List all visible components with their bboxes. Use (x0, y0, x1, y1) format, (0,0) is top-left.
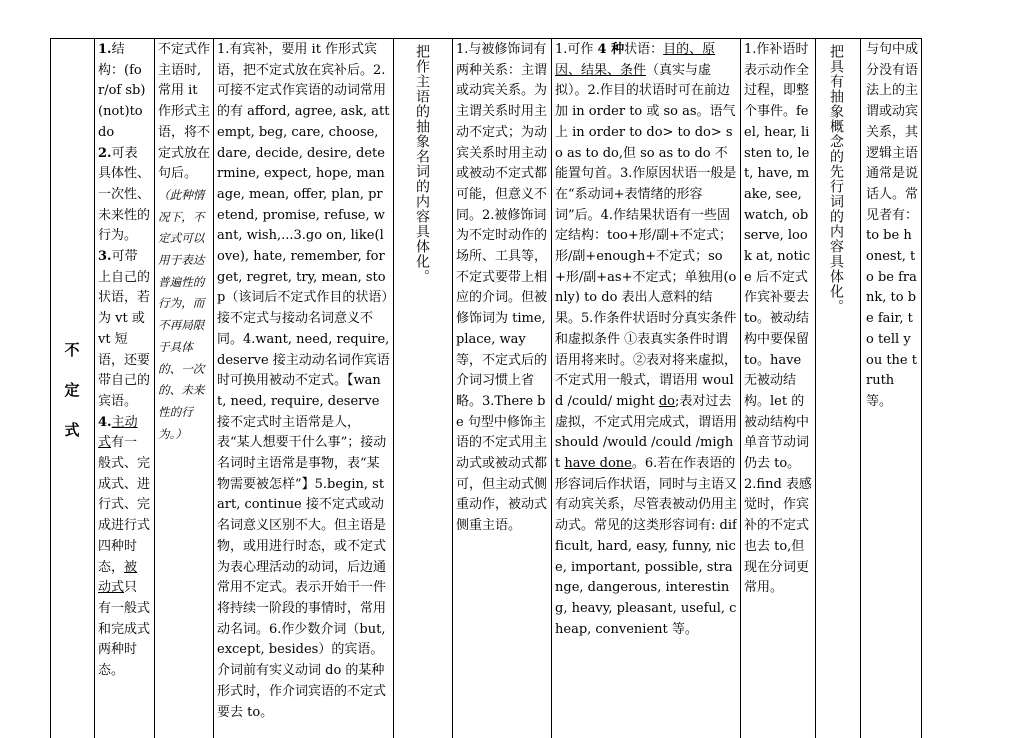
item-text: 有一般式、完成式、进行式、完成进行式四种时态， (98, 435, 150, 575)
cell-underlined: have done (564, 456, 632, 472)
cell-characteristics (98, 40, 150, 682)
cell-appositive-vertical: 把作主语的抽象名词的内容具体化。 (414, 44, 430, 284)
item-number: 2. (98, 145, 112, 161)
row-label (54, 330, 90, 450)
cell-as-subject (158, 40, 210, 445)
column-divider (860, 38, 861, 738)
column-divider (393, 38, 394, 738)
cell-as-complement: 1.作补语时表示动作全过程，即整个事件。feel, hear, listen to, let, have, make, see, watch, observe, look at, notice 后不定式作宾补要去 to。被动结构中要保留 to。have 无被动结构。let 的被动结构中单音节动词仍去 to。2.find 表感觉时，作宾补的不定式也去 to,但现在分词更常用。 (744, 42, 812, 596)
item-number: 1. (98, 42, 112, 57)
cell-antecedent-vertical: 把具有抽象概念的先行词的内容具体化。 (828, 44, 844, 314)
column-divider (551, 38, 552, 738)
column-divider (154, 38, 155, 738)
column-divider (213, 38, 214, 738)
column-divider (452, 38, 453, 738)
row-label-char: 定 (64, 381, 80, 399)
column-divider (740, 38, 741, 738)
column-divider (50, 38, 51, 738)
cell-text: （真实与虚拟）。2.作目的状语时可在前边加 in order to 或 so as。语气上 in order to do> to do> so as to do,但 so as to do 不能置句首。3.作原因状语一般是在“系动词+表情绪的形容词”后。4.作结果状语有一些固定结构：too+形/副+不定式；形/副+enough+不定式；so+形/副+as+不定式；单独用(only) to do 表出人意料的结果。5.作条件状语时分真实条件和虚拟条件 ①表真实条件时谓语用将来时。②表对将来虚拟，不定式用一般式，谓语用 would /could/ might (555, 62, 737, 409)
cell-text: ;表对过去虚拟，不定式用完成式，谓语用 should /would /could /might (555, 393, 737, 472)
row-label-char: 式 (64, 421, 80, 439)
cell-as-attribute: 1.与被修饰词有两种关系：主谓或动宾关系。为主谓关系时用主动不定式；为动宾关系时用主动或被动不定式都可能，但意义不同。2.被修饰词为不定时动作的场所、工具等，不定式要带上相应的介词。但被修饰词为 time, place, way 等，不定式后的介词习惯上省略。3.There be 句型中修饰主语的不定式用主动式或被动式都可，但主动式侧重动作，被动式侧重主语。 (456, 42, 548, 534)
column-divider (815, 38, 816, 738)
cell-underlined: do (658, 393, 675, 409)
cell-underlined: 目的、原因、结果、条件 (555, 42, 716, 78)
column-divider (921, 38, 922, 738)
cell-text: 不定式作主语时,常用 it 作形式主语，将不定式放在句后。 (158, 42, 210, 182)
row-label-char: 不 (64, 341, 80, 359)
cell-note: （此种情况下，不定式可以用于表达普遍性的行为，而不再局限于具体的、一次的、未来性的行为。） (158, 187, 205, 441)
cell-text: 状语： (624, 42, 664, 57)
item-number: 4. (98, 414, 112, 430)
cell-bold: 4 种 (597, 42, 625, 57)
column-divider (94, 38, 95, 738)
cell-independent: 与句中成分没有语法上的主谓或动宾关系，其逻辑主语通常是说话人。常见者有：to be honest, to be frank, to be fair, to tell you the truth 等。 (866, 42, 918, 409)
table-top-border (50, 38, 922, 39)
cell-text: 。6.若在作表语的形容词后作状语，同时与主语又有动宾关系，尽管表被动仍用主动式。常见的这类形容词有: difficult, hard, easy, funny, nice, important, possible, strange, dangerous, interesting, heavy, pleasant, useful, cheap, convenient 等。 (555, 456, 737, 637)
item-text: 可带上自己的状语，若为 vt 或 vt 短语，还要带自己的宾语。 (98, 249, 150, 409)
item-text: 可表具体性、一次性、未来性的行为。 (98, 145, 150, 244)
cell-as-object: 1.有宾补，要用 it 作形式宾语，把不定式放在宾补后。2.可接不定式作宾语的动词常用的有 afford, agree, ask, attempt, beg, care, choose, dare, decide, desire, determine, expect, hope, manage, mean, offer, plan, pretend, promise, refuse, want, wish,...3.go on, like(love), hate, remember, forget, regret, try, mean, stop（该词后不定式作目的状语）接不定式与接动名词意义不同。4.want, need, require, deserve 接主动动名词作宾语时可换用被动不定式。【want, need, require, deserve 接不定式时主语常是人，表“某人想要干什么事”；接动名词时主语常是事物，表“某物需要被怎样”】5.begin, start, continue 接不定式或动名词意义区别不大。但主语是物，或用进行时态，或不定式为表心理活动的动词，后边通常用不定式。表示开始干一件将持续一阶段的事情时，常用动名词。6.作少数介词（but, except, besides）的宾语。介词前有实义动词 do 的某种形式时，作介词宾语的不定式要去 to。 (217, 42, 390, 720)
item-text: 结构：(for/of sb) (not)to do (98, 42, 146, 140)
item-text: 只有一般式和完成式两种时态。 (98, 580, 150, 679)
item-underlined: 被动式 (98, 559, 138, 596)
item-number: 3. (98, 249, 112, 265)
cell-text: 1.可作 (555, 42, 598, 57)
item-underlined: 主动式 (98, 414, 138, 451)
cell-as-adverbial (555, 40, 737, 640)
